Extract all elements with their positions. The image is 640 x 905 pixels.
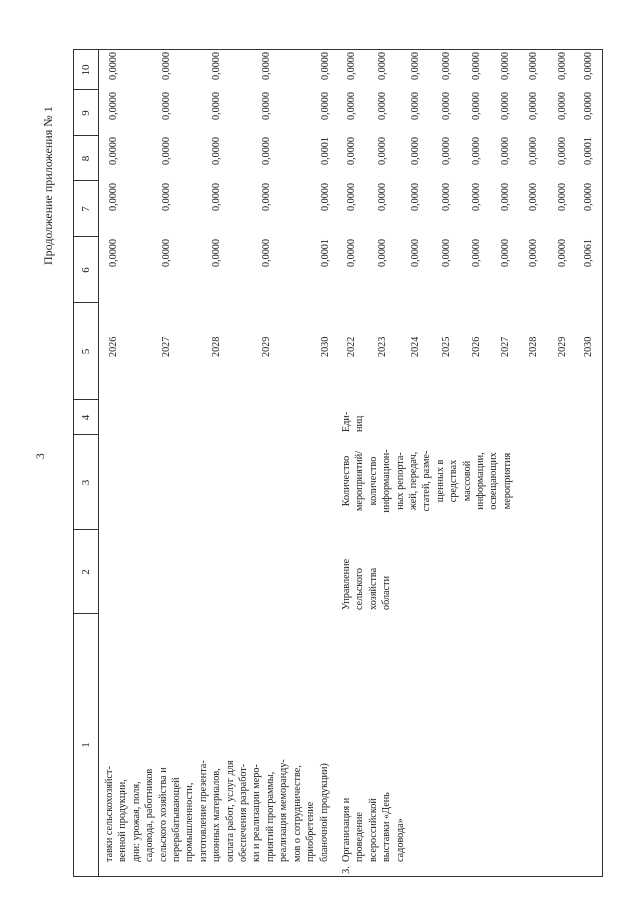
text-line: статей, разме- [421,450,433,512]
text-line: сельского [354,568,366,610]
year-cell: 2026 [471,336,482,357]
header-divider [74,135,98,136]
value-cell-col10: 0,0000 [346,52,357,81]
text-line: садовода» [394,818,406,862]
value-cell-col9: 0,0000 [346,92,357,121]
text-line: мов о сотрудничестве, [291,765,303,862]
row-number: 3. [341,866,352,874]
value-cell-col7: 0,0000 [377,183,388,212]
value-cell-col6: 0,0000 [211,239,222,268]
value-cell-col6: 0,0000 [410,239,421,268]
value-cell-col10: 0,0000 [528,52,539,81]
value-cell-col7: 0,0000 [161,183,172,212]
text-line: ки и реализации меро- [251,764,263,862]
header-divider [74,236,98,237]
data-table [73,49,603,877]
value-cell-col9: 0,0000 [583,92,594,121]
text-line: количество [367,456,379,506]
value-cell-col6: 0,0000 [441,239,452,268]
value-cell-col10: 0,0000 [557,52,568,81]
value-cell-col9: 0,0000 [261,92,272,121]
header-col-6: 6 [80,267,92,273]
text-line: Еди- [341,411,352,432]
header-divider [74,434,98,435]
value-cell-col8: 0,0000 [471,137,482,166]
value-cell-col9: 0,0000 [441,92,452,121]
value-cell-col10: 0,0000 [161,52,172,81]
value-cell-col10: 0,0000 [583,52,594,81]
text-line: области [381,575,393,610]
value-cell-col10: 0,0000 [410,52,421,81]
year-cell: 2030 [320,336,331,357]
value-cell-col6: 0,0000 [108,239,119,268]
row3-col2-text [340,559,394,610]
value-cell-col7: 0,0000 [211,183,222,212]
text-line: венной продукции, [117,779,129,862]
value-cell-col7: 0,0000 [410,183,421,212]
text-line: жей, передач, [408,451,420,511]
header-col-8: 8 [80,155,92,162]
value-cell-col10: 0,0000 [211,52,222,81]
value-cell-col10: 0,0000 [261,52,272,81]
value-cell-col8: 0,0001 [583,137,594,166]
value-cell-col10: 0,0000 [471,52,482,81]
value-cell-col8: 0,0000 [441,137,452,166]
text-line: сельского хозяйства и [157,767,169,862]
year-cell: 2030 [583,336,594,357]
value-cell-col7: 0,0000 [441,183,452,212]
text-line: ционных материалов, [211,768,223,862]
header-col-10: 10 [80,64,92,76]
text-line: перерабатывающей [171,777,183,862]
header-divider [74,302,98,303]
value-cell-col7: 0,0000 [261,183,272,212]
text-line: информацион- [381,449,393,513]
header-divider [74,399,98,400]
value-cell-col7: 0,0000 [557,183,568,212]
value-cell-col8: 0,0000 [161,137,172,166]
prev-row-col1-text [103,759,331,862]
text-line: приобретение [305,801,317,862]
text-line: хозяйства [367,567,379,610]
value-cell-col6: 0,0000 [557,239,568,268]
header-col-3: 3 [80,479,92,486]
page-number: 3 [35,453,47,459]
header-col-7: 7 [80,206,92,212]
text-line: садовода, работников [144,768,156,862]
text-line: промышленности, [184,782,196,862]
header-divider [74,529,98,530]
value-cell-col6: 0,0000 [161,239,172,268]
value-cell-col6: 0,0001 [320,239,331,268]
text-line: ниц [354,415,366,432]
value-cell-col8: 0,0000 [108,137,119,166]
year-cell: 2024 [410,336,421,357]
header-divider [74,613,98,614]
value-cell-col9: 0,0000 [471,92,482,121]
year-cell: 2025 [441,336,452,357]
value-cell-col9: 0,0000 [377,92,388,121]
row3-col4-unit [340,412,367,432]
text-line: ных репорта- [394,452,406,510]
year-cell: 2023 [377,336,388,357]
value-cell-col10: 0,0000 [108,52,119,81]
header-bottom-rule [98,50,99,876]
text-line: средствах [448,459,460,503]
text-line: щенных в [434,459,446,503]
value-cell-col8: 0,0000 [500,137,511,166]
value-cell-col8: 0,0000 [211,137,222,166]
header-col-2: 2 [80,569,92,575]
text-line: обеспечения разработ- [238,763,250,862]
header-col-4: 4 [80,414,92,421]
value-cell-col9: 0,0000 [161,92,172,121]
value-cell-col7: 0,0000 [528,183,539,212]
value-cell-col6: 0,0061 [583,239,594,268]
text-line: реализация меморанду- [278,759,290,862]
value-cell-col10: 0,0000 [441,52,452,81]
value-cell-col7: 0,0000 [320,183,331,212]
text-line: мероприятий/ [354,450,366,512]
value-cell-col9: 0,0000 [410,92,421,121]
year-cell: 2027 [161,336,172,357]
value-cell-col8: 0,0000 [528,137,539,166]
value-cell-col8: 0,0000 [346,137,357,166]
value-cell-col9: 0,0000 [500,92,511,121]
text-line: Управление [341,558,352,610]
value-cell-col9: 0,0000 [320,92,331,121]
header-col-9: 9 [80,110,92,116]
text-line: выставки «День [381,792,393,862]
row3-col3-text [340,436,514,526]
text-line: Количество [341,455,352,507]
text-line: тавки сельскохозяйст- [104,766,115,862]
header-divider [74,89,98,90]
value-cell-col6: 0,0000 [471,239,482,268]
value-cell-col6: 0,0000 [261,239,272,268]
value-cell-col9: 0,0000 [528,92,539,121]
text-line: Организация и [341,797,352,862]
text-line: освещающих [488,452,500,510]
value-cell-col10: 0,0000 [500,52,511,81]
value-cell-col6: 0,0000 [346,239,357,268]
value-cell-col9: 0,0000 [557,92,568,121]
year-cell: 2029 [557,336,568,357]
value-cell-col7: 0,0000 [583,183,594,212]
text-line: оплата работ, услуг для [224,760,236,862]
text-line: массовой [461,460,473,502]
header-col-5: 5 [80,348,92,355]
text-line: бланочной продукции) [318,763,330,862]
value-cell-col7: 0,0000 [500,183,511,212]
value-cell-col8: 0,0000 [377,137,388,166]
continuation-caption: Продолжение приложения № 1 [41,106,55,265]
text-line: информации, [475,452,487,510]
header-col-1: 1 [80,742,92,748]
text-line: всероссийской [367,798,379,862]
text-line: приятий программы, [264,771,276,862]
year-cell: 2022 [346,336,357,357]
year-cell: 2028 [528,336,539,357]
year-cell: 2027 [500,336,511,357]
value-cell-col7: 0,0000 [108,183,119,212]
value-cell-col8: 0,0000 [261,137,272,166]
value-cell-col6: 0,0000 [500,239,511,268]
text-line: изготовление презента- [197,760,209,862]
header-divider [74,180,98,181]
value-cell-col10: 0,0000 [320,52,331,81]
value-cell-col7: 0,0000 [471,183,482,212]
text-line: дни: урожая, поля, [130,781,142,862]
year-cell: 2026 [108,336,119,357]
value-cell-col9: 0,0000 [211,92,222,121]
value-cell-col7: 0,0000 [346,183,357,212]
value-cell-col8: 0,0001 [320,137,331,166]
value-cell-col6: 0,0000 [528,239,539,268]
row3-col1-text [340,792,407,862]
value-cell-col6: 0,0000 [377,239,388,268]
value-cell-col10: 0,0000 [377,52,388,81]
value-cell-col8: 0,0000 [557,137,568,166]
value-cell-col9: 0,0000 [108,92,119,121]
year-cell: 2029 [261,336,272,357]
text-line: проведение [354,812,366,862]
text-line: мероприятия [501,452,513,510]
value-cell-col8: 0,0000 [410,137,421,166]
year-cell: 2028 [211,336,222,357]
